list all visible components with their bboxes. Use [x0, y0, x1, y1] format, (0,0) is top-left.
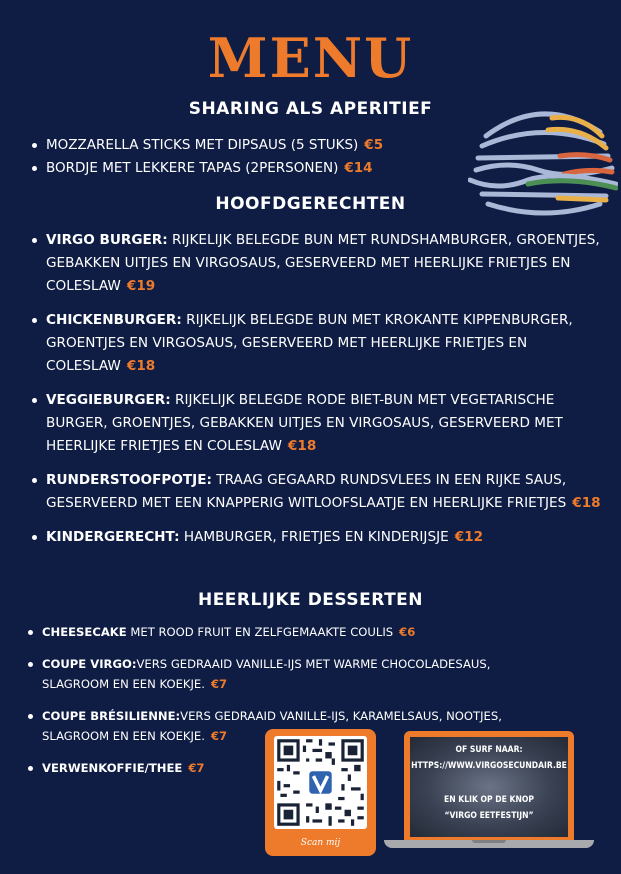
laptop-notch [472, 840, 506, 843]
mains-list [32, 229, 604, 560]
website-link[interactable]: HTTPS://WWW.VIRGOSECUNDAIR.BE [411, 761, 567, 771]
qr-pattern [274, 736, 367, 829]
starters-list [32, 134, 452, 180]
list-item: KINDERGERECHT: HAMBURGER, FRIETJES EN KINDERIJSJE €12 [32, 526, 604, 549]
dish-name: COUPE BRÉSILIENNE: [42, 709, 181, 723]
laptop-frame [404, 731, 574, 840]
list-item: VIRGO BURGER: RIJKELIJK BELEGDE BUN MET RUNDSHAMBURGER, GROENTJES, GEBAKKEN UITJES EN VIRGOSAUS, GESERVEERD MET HEERLIJKE FRIETJES EN COLESLAW €19 [32, 229, 604, 298]
section-title-mains: HOOFDGERECHTEN [215, 194, 406, 214]
price: €14 [344, 160, 373, 176]
price: €19 [126, 278, 156, 294]
list-item: MOZZARELLA STICKS MET DIPSAUS (5 STUKS) €5 [32, 134, 452, 157]
dish-name: VEGGIEBURGER: [46, 392, 171, 408]
dish-name: CHICKENBURGER: [46, 312, 182, 328]
list-item: CHEESECAKE MET ROOD FRUIT EN ZELFGEMAAKTE COULIS €6 [28, 622, 548, 642]
price: €7 [210, 677, 228, 691]
dish-name: CHEESECAKE [42, 625, 127, 639]
price: €18 [572, 495, 601, 511]
price: €7 [188, 761, 205, 775]
price: €18 [287, 438, 317, 454]
screen-line-3: EN KLIK OP DE KNOP [444, 795, 534, 805]
list-item: COUPE BRÉSILIENNE:VERS GEDRAAID VANILLE-IJS, KARAMELSAUS, NOOTJES, SLAGROOM EN EEN KOEKJE. €7 [28, 706, 522, 746]
qr-card[interactable] [265, 729, 376, 856]
price: €5 [364, 137, 384, 153]
dish-name: VERWENKOFFIE/THEE [42, 761, 183, 775]
laptop-screen [410, 737, 568, 837]
laptop-illustration [384, 729, 594, 851]
price: €6 [399, 625, 416, 639]
qr-code-icon[interactable] [274, 736, 367, 829]
section-title-starters: SHARING ALS APERITIEF [188, 99, 433, 119]
menu-title: MENU [207, 26, 414, 90]
list-item: BORDJE MET LEKKERE TAPAS (2PERSONEN) €14 [32, 157, 452, 180]
list-item: VEGGIEBURGER: RIJKELIJK BELEGDE RODE BIET-BUN MET VEGETARISCHE BURGER, GROENTJES, GEBAKKEN UITJES EN VIRGOSAUS, GESERVEERD MET HEERLIJKE FRIETJES EN COLESLAW €18 [32, 389, 604, 458]
dish-name: COUPE VIRGO: [42, 657, 137, 671]
dish-name: KINDERGERECHT: [46, 529, 180, 545]
list-item: RUNDERSTOOFPOTJE: TRAAG GEGAARD RUNDSVLEES IN EEN RIJKE SAUS, GESERVEERD MET EEN KNAPPERIG WITLOOFSLAATJE EN HEERLIJKE FRIETJES €18 [32, 469, 604, 515]
price: €18 [126, 358, 156, 374]
price: €7 [210, 729, 228, 743]
section-title-desserts: HEERLIJKE DESSERTEN [197, 590, 424, 610]
list-item: CHICKENBURGER: RIJKELIJK BELEGDE BUN MET KROKANTE KIPPENBURGER, GROENTJES EN VIRGOSAUS, GESERVEERD MET HEERLIJKE FRIETJES EN COLESLAW €18 [32, 309, 604, 378]
screen-line-1: OF SURF NAAR: [455, 745, 523, 755]
list-item: COUPE VIRGO:VERS GEDRAAID VANILLE-IJS MET WARME CHOCOLADESAUS, SLAGROOM EN EEN KOEKJE. €7 [28, 654, 522, 694]
screen-line-4: “VIRGO EETFESTIJN” [444, 811, 534, 821]
price: €12 [454, 529, 484, 545]
dish-name: VIRGO BURGER: [46, 232, 168, 248]
qr-caption: Scan mij [300, 838, 341, 848]
dish-name: RUNDERSTOOFPOTJE: [46, 472, 212, 488]
